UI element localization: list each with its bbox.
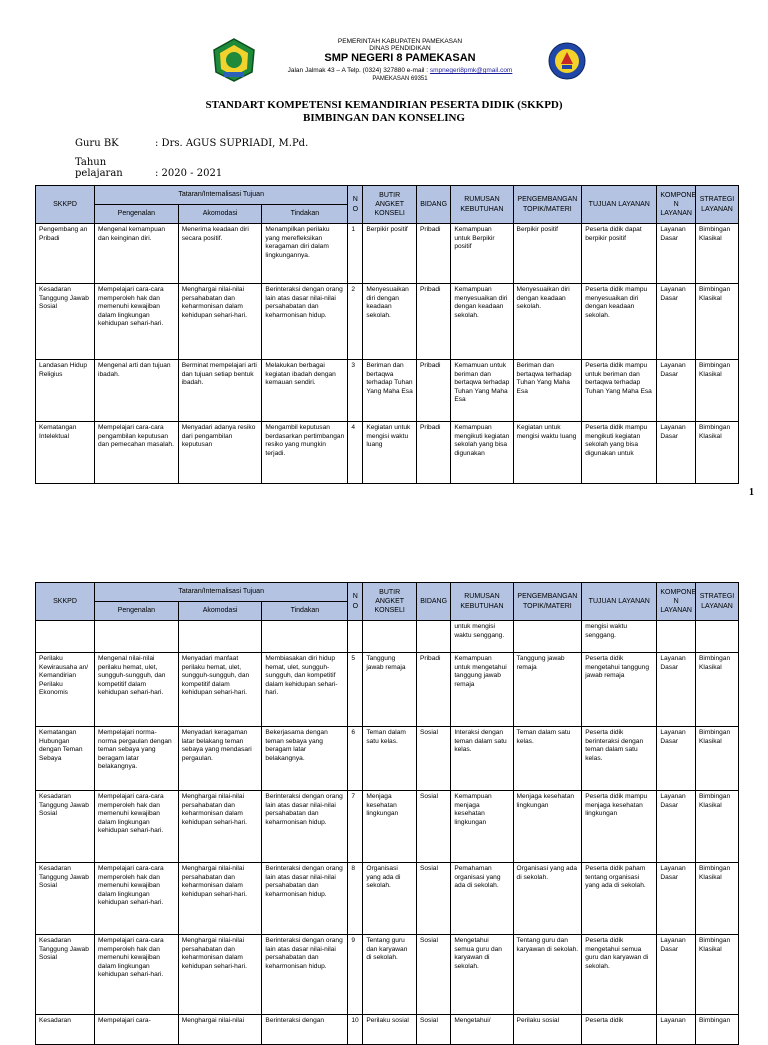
header-row bbox=[36, 186, 739, 205]
skkpd-table-page-2 bbox=[35, 582, 739, 1045]
col-skkpd: SKKPD bbox=[36, 186, 95, 224]
table-row bbox=[36, 621, 739, 653]
table-row bbox=[36, 863, 739, 935]
table-cell: Layanan Dasar bbox=[657, 935, 696, 1015]
table-cell: Menyesuaikan diri dengan keadaan sekolah. bbox=[363, 284, 417, 360]
school-city: PAMEKASAN 69351 bbox=[372, 76, 428, 82]
col-rumusan: RUMUSAN KEBUTUHAN bbox=[451, 583, 513, 621]
table-cell: 4 bbox=[348, 422, 363, 484]
table-cell: Bimbingan Klasikal bbox=[695, 360, 738, 422]
table-cell: Mempelajari norma-norma pergaulan dengan teman sebaya yang beragam latar belakangnya. bbox=[95, 727, 179, 791]
table-cell: 6 bbox=[348, 727, 363, 791]
table-cell: Kemampuan mengikuti kegiatan sekolah yang bisa digunakan bbox=[451, 422, 513, 484]
table-cell bbox=[262, 621, 348, 653]
table-cell: Mempelajari cara-cara memperoleh hak dan memenuhi kewajiban dalam lingkungan kehidupan sehari-hari. bbox=[95, 935, 179, 1015]
table-cell: Peserta didik mampu untuk beriman dan bertaqwa terhadap Tuhan Yang Maha Esa bbox=[582, 360, 657, 422]
table-cell: Kemamuan untuk beriman dan bertaqwa terhadap Tuhan Yang Maha Esa bbox=[451, 360, 513, 422]
table-row bbox=[36, 224, 739, 284]
table-cell: Menyadari keragaman latar belakang teman sebaya yang mendasari pergaulan. bbox=[178, 727, 262, 791]
tahun-info bbox=[75, 157, 222, 179]
table-cell: Menghargai nilai-nilai persahabatan dan keharmonisan dalam kehidupan sehari-hari. bbox=[178, 935, 262, 1015]
table-row bbox=[36, 1015, 739, 1045]
table-cell: Kegiatan untuk mengisi waktu luang bbox=[513, 422, 582, 484]
table-cell: Tanggung jawab remaja bbox=[513, 653, 582, 727]
col-komponen: KOMPONE N LAYANAN bbox=[657, 583, 696, 621]
table-cell bbox=[178, 621, 262, 653]
tahun-value: : 2020 - 2021 bbox=[155, 168, 223, 179]
table-cell: Layanan Dasar bbox=[657, 422, 696, 484]
table-cell: Bimbingan Klasikal bbox=[695, 727, 738, 791]
table-cell: mengisi waktu senggang. bbox=[582, 621, 657, 653]
table-cell: Layanan Dasar bbox=[657, 653, 696, 727]
table-row bbox=[36, 284, 739, 360]
kop-line-2: DINAS PENDIDIKAN bbox=[369, 45, 431, 52]
table-cell: Sosial bbox=[416, 791, 450, 863]
table-cell: 9 bbox=[348, 935, 363, 1015]
table-cell: Sosial bbox=[416, 1015, 450, 1045]
col-bidang: BIDANG bbox=[416, 186, 450, 224]
table-cell: Bimbingan Klasikal bbox=[695, 284, 738, 360]
table-cell bbox=[95, 621, 179, 653]
table-cell: Sosial bbox=[416, 935, 450, 1015]
table-row bbox=[36, 360, 739, 422]
table-cell: Bimbingan Klasikal bbox=[695, 422, 738, 484]
col-tindakan: Tindakan bbox=[262, 602, 348, 621]
table-cell: Layanan bbox=[657, 1015, 696, 1045]
table-cell: Peserta didik mampu menjaga kesehatan lingkungan bbox=[582, 791, 657, 863]
table-cell: 2 bbox=[348, 284, 363, 360]
table-cell: Bimbingan Klasikal bbox=[695, 863, 738, 935]
table-cell: Kematangan Hubungan dengan Teman Sebaya bbox=[36, 727, 95, 791]
table-cell: Berminat mempelajari arti dan tujuan setiap bentuk ibadah. bbox=[178, 360, 262, 422]
table-cell: Pribadi bbox=[416, 422, 450, 484]
table-cell: Mengetahui semua guru dan karyawan di sekolah. bbox=[451, 935, 513, 1015]
col-tataran: Tataran/Internalisasi Tujuan bbox=[95, 186, 348, 205]
table-cell: Kesadaran Tanggung Jawab Sosial bbox=[36, 935, 95, 1015]
table-cell: Organisasi yang ada di sekolah. bbox=[513, 863, 582, 935]
table-cell: Berinteraksi dengan orang lain atas dasar nilai-nilai persahabatan dan keharmonisan hidup. bbox=[262, 791, 348, 863]
table-cell: Layanan Dasar bbox=[657, 863, 696, 935]
table-cell: Layanan Dasar bbox=[657, 727, 696, 791]
address-text: Jalan Jalmak 43 – A Telp. (0324) 327880 e-mail : bbox=[287, 67, 429, 74]
table-cell: Mengambil keputusan berdasarkan pertimbangan resiko yang mungkin terjadi. bbox=[262, 422, 348, 484]
table-cell: 3 bbox=[348, 360, 363, 422]
table-cell: Kesadaran Tanggung Jawab Sosial bbox=[36, 284, 95, 360]
table-cell: Kemampuan untuk mengetahui tanggung jawab remaja bbox=[451, 653, 513, 727]
table-cell: Membiasakan diri hidup hemat, ulet, sungguh-sungguh, dan kompetitif dalam kehidupan sehari-hari. bbox=[262, 653, 348, 727]
table-cell: Sosial bbox=[416, 863, 450, 935]
col-akomodasi: Akomodasi bbox=[178, 205, 262, 224]
table-cell: Peserta didik bbox=[582, 1015, 657, 1045]
table-cell: Bimbingan Klasikal bbox=[695, 935, 738, 1015]
table-cell: Landasan Hidup Religius bbox=[36, 360, 95, 422]
table-cell: Pribadi bbox=[416, 284, 450, 360]
table-cell: Pribadi bbox=[416, 360, 450, 422]
table-cell: 5 bbox=[348, 653, 363, 727]
table-cell: Mengetahui/ bbox=[451, 1015, 513, 1045]
school-name: SMP NEGERI 8 PAMEKASAN bbox=[324, 52, 476, 64]
table-cell: Kemampuan untuk Berpikir positif bbox=[451, 224, 513, 284]
table-cell: Mengenal kemampuan dan keinginan diri. bbox=[95, 224, 179, 284]
header-row bbox=[36, 583, 739, 602]
table-cell: Mempelajari cara-cara memperoleh hak dan memenuhi kewajiban dalam lingkungan kehidupan sehari-hari. bbox=[95, 863, 179, 935]
table-cell: Peserta didik paham tentang organisasi yang ada di sekolah. bbox=[582, 863, 657, 935]
table-row bbox=[36, 422, 739, 484]
table-cell bbox=[348, 621, 363, 653]
table-cell: 8 bbox=[348, 863, 363, 935]
table-cell: Bimbingan Klasikal bbox=[695, 653, 738, 727]
guru-info bbox=[75, 138, 308, 149]
table-cell: 1 bbox=[348, 224, 363, 284]
table-row bbox=[36, 727, 739, 791]
table-cell: Kesadaran Tanggung Jawab Sosial bbox=[36, 863, 95, 935]
table-cell: Berinteraksi dengan orang lain atas dasar nilai-nilai persahabatan dan keharmonisan hidup. bbox=[262, 284, 348, 360]
table-cell: Peserta didik mampu mengikuti kegiatan sekolah yang bisa digunakan untuk bbox=[582, 422, 657, 484]
col-skkpd: SKKPD bbox=[36, 583, 95, 621]
col-rumusan: RUMUSAN KEBUTUHAN bbox=[451, 186, 513, 224]
table-cell: Bekerjasama dengan teman sebaya yang beragam latar belakangnya. bbox=[262, 727, 348, 791]
col-pengembangan: PENGEMBANGAN TOPIK/MATERI bbox=[513, 186, 582, 224]
col-bidang: BIDANG bbox=[416, 583, 450, 621]
col-butir: BUTIR ANGKET KONSELI bbox=[363, 583, 417, 621]
table-cell: Berpikir positif bbox=[513, 224, 582, 284]
table-cell: Peserta didik mengetahui semua guru dan karyawan di sekolah. bbox=[582, 935, 657, 1015]
table-cell: Tanggung jawab remaja bbox=[363, 653, 417, 727]
table-cell: Mempelajari cara-cara memperoleh hak dan memenuhi kewajiban dalam lingkungan kehidupan sehari-hari. bbox=[95, 791, 179, 863]
table-cell: Menyadari adanya resiko dari pengambilan keputusan bbox=[178, 422, 262, 484]
table-cell: Perilaku sosial bbox=[363, 1015, 417, 1045]
table-cell: 7 bbox=[348, 791, 363, 863]
table-cell: Berpikir positif bbox=[363, 224, 417, 284]
col-tujuan: TUJUAN LAYANAN bbox=[582, 583, 657, 621]
table-cell: Perilaku sosial bbox=[513, 1015, 582, 1045]
table-cell: Sosial bbox=[416, 727, 450, 791]
table-cell: Menjaga kesehatan lingkungan bbox=[513, 791, 582, 863]
table-cell bbox=[513, 621, 582, 653]
tahun-label: Tahun pelajaran bbox=[75, 157, 123, 179]
table-cell: Pribadi bbox=[416, 653, 450, 727]
table-cell: untuk mengisi waktu senggang. bbox=[451, 621, 513, 653]
table-cell: Perilaku Kewirausaha an/ Kemandirian Perilaku Ekonomis bbox=[36, 653, 95, 727]
table-row bbox=[36, 791, 739, 863]
col-strategi: STRATEGI LAYANAN bbox=[695, 186, 738, 224]
doc-subtitle: BIMBINGAN DAN KONSELING bbox=[303, 112, 465, 124]
table-cell: Kegiatan untuk mengisi waktu luang bbox=[363, 422, 417, 484]
kop-line-1: PEMERINTAH KABUPATEN PAMEKASAN bbox=[337, 38, 463, 45]
table-cell: Layanan Dasar bbox=[657, 284, 696, 360]
table-cell: 10 bbox=[348, 1015, 363, 1045]
table-row bbox=[36, 935, 739, 1015]
table-cell: Kematangan Intelektual bbox=[36, 422, 95, 484]
col-no: N O bbox=[348, 186, 363, 224]
table-cell: Bimbingan bbox=[695, 1015, 738, 1045]
email-link[interactable]: smpnegeri8pmk@gmail.com bbox=[429, 67, 513, 74]
table-cell bbox=[36, 621, 95, 653]
table-cell: Tentang guru dan karyawan di sekolah. bbox=[363, 935, 417, 1015]
table-cell: Mengenal nilai-nilai perilaku hemat, ulet, sungguh-sungguh, dan kompetitif dalam kehidupan sehari-hari. bbox=[95, 653, 179, 727]
school-address bbox=[250, 68, 550, 75]
table-cell: Menampilkan perilaku yang merefleksikan keragaman diri dalam lingkungannya. bbox=[262, 224, 348, 284]
table-cell: Organisasi yang ada di sekolah. bbox=[363, 863, 417, 935]
col-pengenalan: Pengenalan bbox=[95, 602, 179, 621]
col-strategi: STRATEGI LAYANAN bbox=[695, 583, 738, 621]
page-number: 1 bbox=[749, 487, 754, 498]
table-cell: Menyesuaikan diri dengan keadaan sekolah. bbox=[513, 284, 582, 360]
page-1 bbox=[0, 0, 768, 510]
col-akomodasi: Akomodasi bbox=[178, 602, 262, 621]
table-cell: Berinteraksi dengan bbox=[262, 1015, 348, 1045]
table-cell: Melakukan berbagai kegiatan ibadah dengan kemauan sendiri. bbox=[262, 360, 348, 422]
col-tujuan: TUJUAN LAYANAN bbox=[582, 186, 657, 224]
table-cell: Peserta didik berinteraksi dengan teman dalam satu kelas. bbox=[582, 727, 657, 791]
table-cell: Teman dalam satu kelas. bbox=[513, 727, 582, 791]
table-cell: Berinteraksi dengan orang lain atas dasar nilai-nilai persahabatan dan keharmonisan hidup. bbox=[262, 935, 348, 1015]
guru-label: Guru BK bbox=[75, 138, 119, 149]
table-cell: Berinteraksi dengan orang lain atas dasar nilai-nilai persahabatan dan keharmonisan hidup. bbox=[262, 863, 348, 935]
table-cell: Mempelajari cara-cara pengambilan keputusan dan pemecahan masalah. bbox=[95, 422, 179, 484]
table-cell: Peserta didik mengetahui tanggung jawab remaja bbox=[582, 653, 657, 727]
table-cell: Kemampuan menjaga kesehatan lingkungan bbox=[451, 791, 513, 863]
table-cell: Pemahaman organisasi yang ada di sekolah. bbox=[451, 863, 513, 935]
table-cell bbox=[416, 621, 450, 653]
doc-title: STANDART KOMPETENSI KEMANDIRIAN PESERTA DIDIK (SKKPD) bbox=[205, 99, 563, 111]
col-tindakan: Tindakan bbox=[262, 205, 348, 224]
table-cell: Menjaga kesehatan lingkungan bbox=[363, 791, 417, 863]
table-cell: Bimbingan Klasikal bbox=[695, 224, 738, 284]
table-cell: Menghargai nilai-nilai persahabatan dan keharmonisan dalam kehidupan sehari-hari. bbox=[178, 863, 262, 935]
table-cell: Menerima keadaan diri secara positif. bbox=[178, 224, 262, 284]
table-cell bbox=[695, 621, 738, 653]
table-cell: Kesadaran bbox=[36, 1015, 95, 1045]
table-cell: Mempelajari cara-cara memperoleh hak dan memenuhi kewajiban dalam lingkungan kehidupan sehari-hari. bbox=[95, 284, 179, 360]
col-butir: BUTIR ANGKET KONSELI bbox=[363, 186, 417, 224]
guru-value: : Drs. AGUS SUPRIADI, M.Pd. bbox=[155, 138, 309, 149]
col-pengembangan: PENGEMBANGAN TOPIK/MATERI bbox=[513, 583, 582, 621]
table-cell: Kemampuan menyesuaikan diri dengan keadaan sekolah. bbox=[451, 284, 513, 360]
table-cell: Mengenal arti dan tujuan ibadah. bbox=[95, 360, 179, 422]
table-cell: Interaksi dengan teman dalam satu kelas. bbox=[451, 727, 513, 791]
table-cell: Layanan Dasar bbox=[657, 224, 696, 284]
table-cell: Menghargai nilai-nilai bbox=[178, 1015, 262, 1045]
table-cell: Bimbingan Klasikal bbox=[695, 791, 738, 863]
school-crest-icon bbox=[548, 42, 586, 80]
table-cell: Layanan Dasar bbox=[657, 360, 696, 422]
table-cell: Tentang guru dan karyawan di sekolah. bbox=[513, 935, 582, 1015]
table-cell bbox=[363, 621, 417, 653]
table-cell: Pribadi bbox=[416, 224, 450, 284]
table-cell: Menghargai nilai-nilai persahabatan dan keharmonisan dalam kehidupan sehari-hari. bbox=[178, 284, 262, 360]
table-cell: Beriman dan bertaqwa terhadap Tuhan Yang Maha Esa bbox=[363, 360, 417, 422]
skkpd-table-page-1 bbox=[35, 185, 739, 484]
table-cell bbox=[657, 621, 696, 653]
table-cell: Kesadaran Tanggung Jawab Sosial bbox=[36, 791, 95, 863]
table-cell: Peserta didik dapat berpikir positif bbox=[582, 224, 657, 284]
table-cell: Teman dalam satu kelas. bbox=[363, 727, 417, 791]
col-no: N O bbox=[348, 583, 363, 621]
table-cell: Menyadari manfaat perilaku hemat, ulet, sungguh-sungguh, dan kompetitif dalam kehidupan sehari-hari. bbox=[178, 653, 262, 727]
table-cell: Beriman dan bertaqwa terhadap Tuhan Yang Maha Esa bbox=[513, 360, 582, 422]
table-cell: Peserta didik mampu menyesuaikan diri dengan keadaan sekolah. bbox=[582, 284, 657, 360]
col-komponen: KOMPONE N LAYANAN bbox=[657, 186, 696, 224]
table-cell: Pengembang an Pribadi bbox=[36, 224, 95, 284]
table-row bbox=[36, 653, 739, 727]
col-pengenalan: Pengenalan bbox=[95, 205, 179, 224]
col-tataran: Tataran/Internalisasi Tujuan bbox=[95, 583, 348, 602]
table-cell: Layanan Dasar bbox=[657, 791, 696, 863]
table-cell: Menghargai nilai-nilai persahabatan dan keharmonisan dalam kehidupan sehari-hari. bbox=[178, 791, 262, 863]
table-cell: Mempelajari cara- bbox=[95, 1015, 179, 1045]
